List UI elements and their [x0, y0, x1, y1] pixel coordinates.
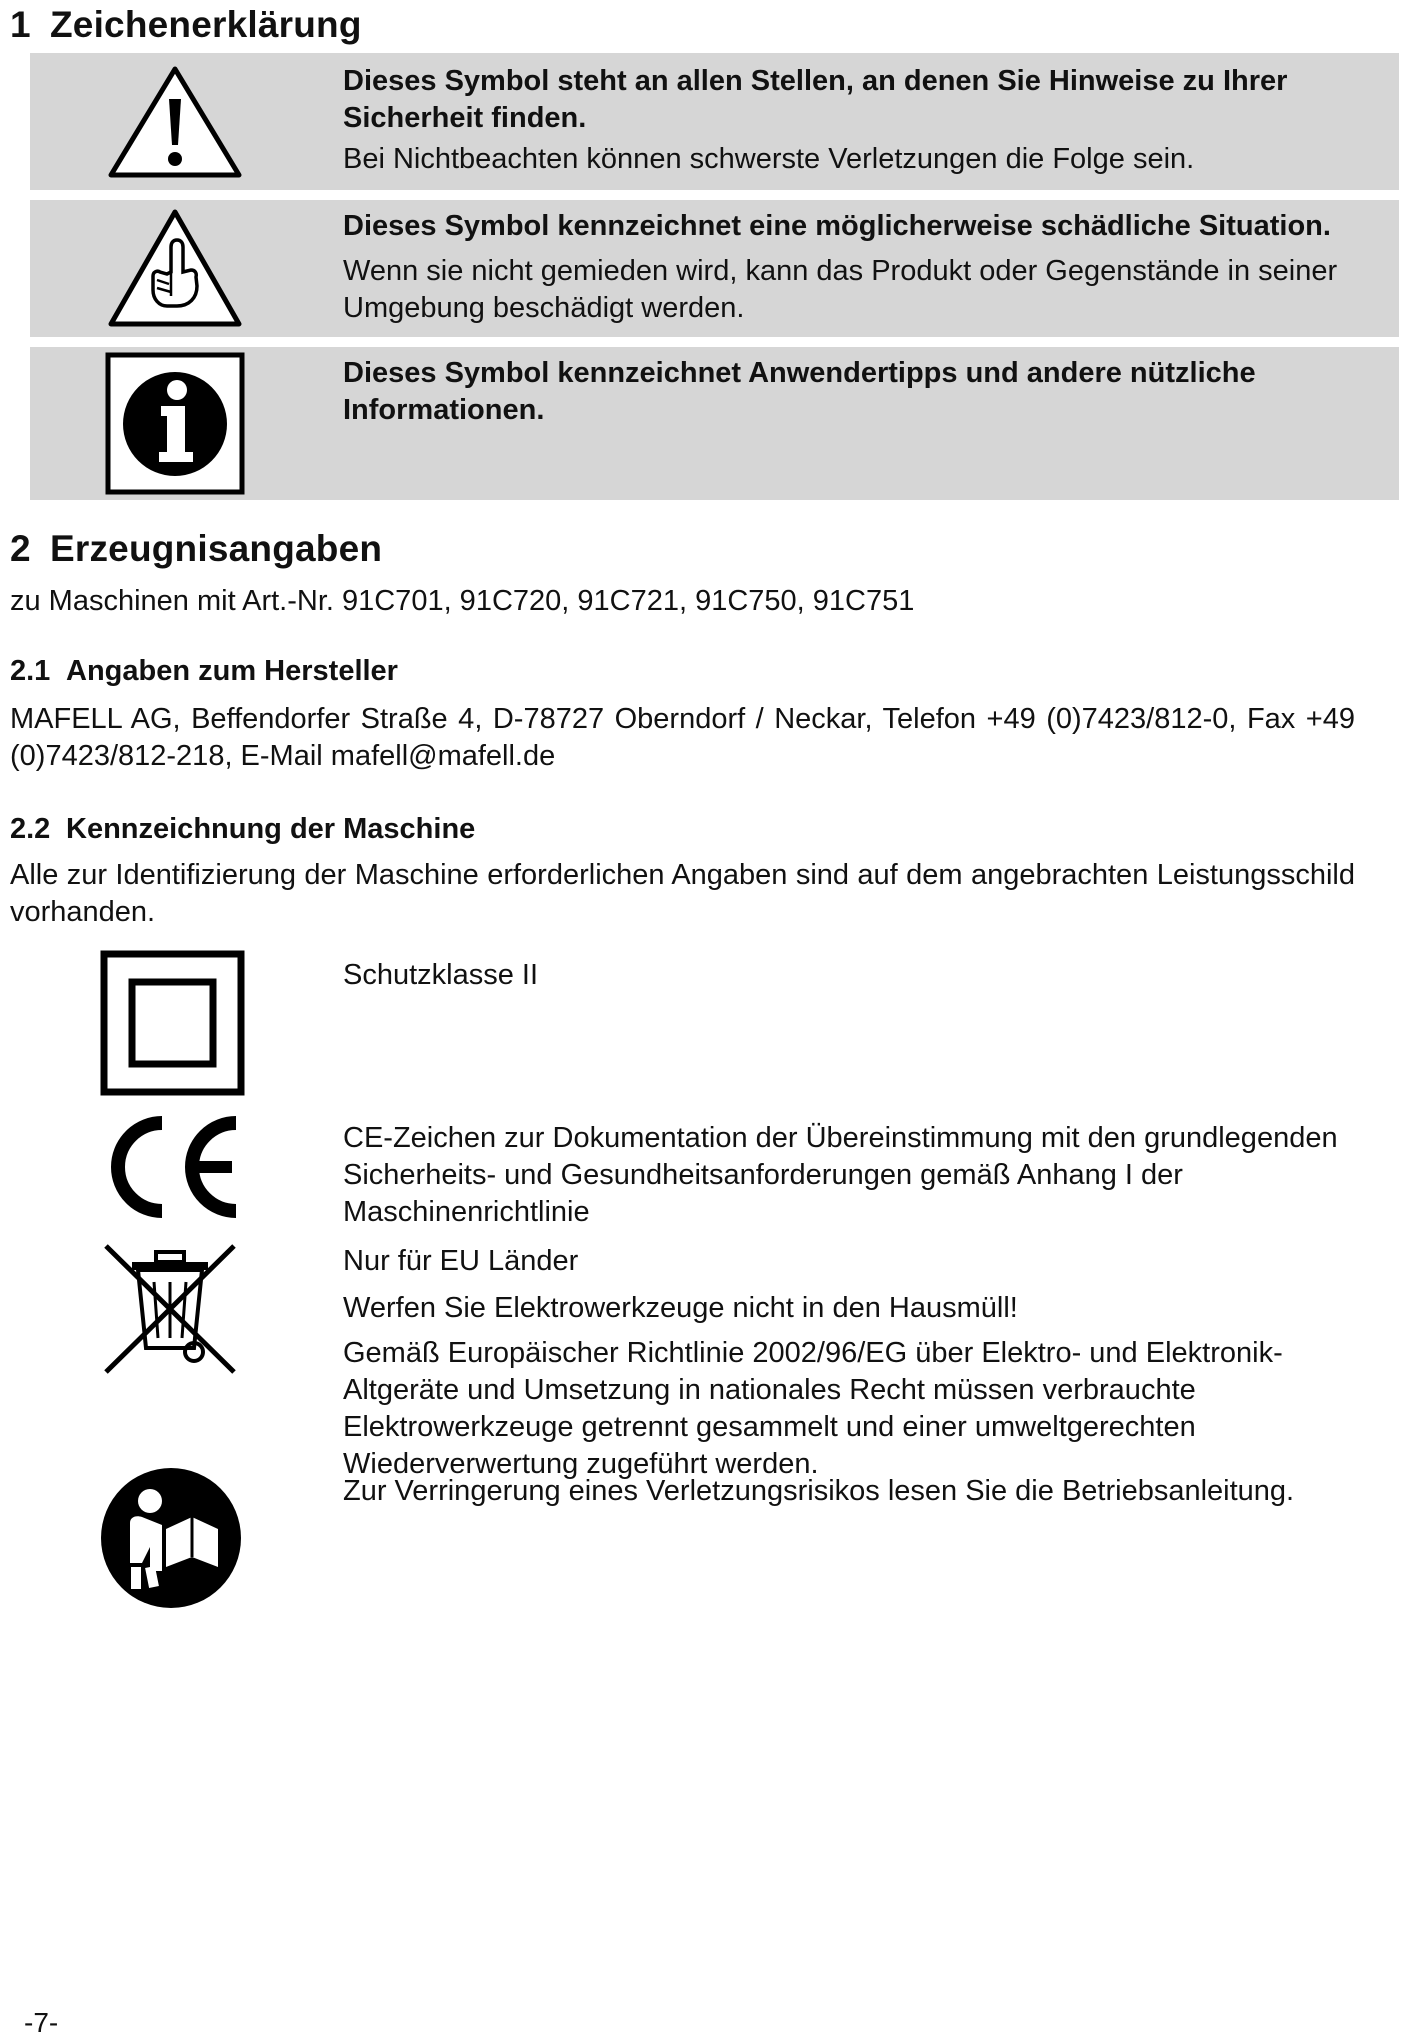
- legend-text: [343, 355, 1379, 429]
- symbol-description: CE-Zeichen zur Dokumentation der Übereinstimmung mit den grundlegenden Sicherheits- und Gesundheitsanforderungen gemäß Anhang I der Maschinenrichtlinie: [343, 1122, 1338, 1228]
- legend-row-caution: [30, 200, 1399, 337]
- machine-identification-text: Alle zur Identifizierung der Maschine erforderlichen Angaben sind auf dem angebrachten Leistungsschild vorhanden.: [10, 859, 1355, 928]
- protection-class-text: [343, 957, 1383, 994]
- crossed-bin-icon: [100, 1240, 240, 1378]
- legend-description: Wenn sie nicht gemieden wird, kann das Produkt oder Gegenstände in seiner Umgebung beschädigt werden.: [343, 255, 1338, 324]
- symbol-description: Schutzklasse II: [343, 959, 539, 991]
- legend-heading: Dieses Symbol kennzeichnet Anwendertipps und andere nützliche Informationen.: [343, 357, 1256, 426]
- pointing-hand-triangle-icon: [105, 206, 245, 332]
- symbol-description: Gemäß Europäischer Richtlinie 2002/96/EG über Elektro- und Elektronik- Altgeräte und Umsetzung in nationales Recht müssen verbrauchte Elektrowerkzeuge getrennt gesammelt und einer umweltgerechten Wiederverwertung zugeführt werden.: [343, 1337, 1283, 1480]
- legend-row-warning: [30, 53, 1399, 190]
- read-manual-icon: [100, 1467, 242, 1609]
- section-number: 1: [10, 4, 31, 45]
- ce-mark-text: [343, 1120, 1383, 1231]
- symbol-description: Zur Verringerung eines Verletzungsrisikos lesen Sie die Betriebsanleitung.: [343, 1475, 1295, 1507]
- read-manual-text: [343, 1473, 1383, 1510]
- legend-description: Bei Nichtbeachten können schwerste Verletzungen die Folge sein.: [343, 143, 1195, 175]
- warning-triangle-icon: [105, 61, 245, 183]
- legend-row-info: [30, 347, 1399, 500]
- subsection-number: 2.2: [10, 813, 51, 845]
- article-numbers-text: zu Maschinen mit Art.-Nr. 91C701, 91C720, 91C721, 91C750, 91C751: [10, 585, 915, 617]
- subsection-2-1-heading: [10, 655, 398, 688]
- symbol-description: Nur für EU Länder: [343, 1245, 579, 1277]
- info-icon: [105, 352, 245, 495]
- symbol-description: Werfen Sie Elektrowerkzeuge nicht in den Hausmüll!: [343, 1292, 1018, 1324]
- page-number: -7-: [24, 2007, 59, 2038]
- section-number: 2: [10, 528, 31, 569]
- section-title: Erzeugnisangaben: [50, 528, 383, 569]
- protection-class-ii-icon: [100, 950, 245, 1096]
- legend-text: [343, 63, 1379, 178]
- section-title: Zeichenerklärung: [50, 4, 362, 45]
- subsection-2-2-heading: [10, 813, 475, 846]
- ce-mark-icon: [100, 1115, 245, 1219]
- legend-heading: Dieses Symbol steht an allen Stellen, an denen Sie Hinweise zu Ihrer Sicherheit finden.: [343, 65, 1288, 134]
- section-1-heading: [10, 4, 362, 46]
- manufacturer-text: MAFELL AG, Beffendorfer Straße 4, D-78727 Oberndorf / Neckar, Telefon +49 (0)7423/812-0, Fax +49 (0)7423/812-218, E-Mail mafell@mafell.de: [10, 703, 1355, 772]
- subsection-number: 2.1: [10, 655, 51, 687]
- subsection-title: Angaben zum Hersteller: [66, 655, 398, 687]
- section-2-heading: [10, 528, 382, 570]
- subsection-title: Kennzeichnung der Maschine: [66, 813, 476, 845]
- legend-heading: Dieses Symbol kennzeichnet eine möglicherweise schädliche Situation.: [343, 210, 1331, 242]
- weee-text: [343, 1243, 1383, 1483]
- legend-text: [343, 208, 1379, 327]
